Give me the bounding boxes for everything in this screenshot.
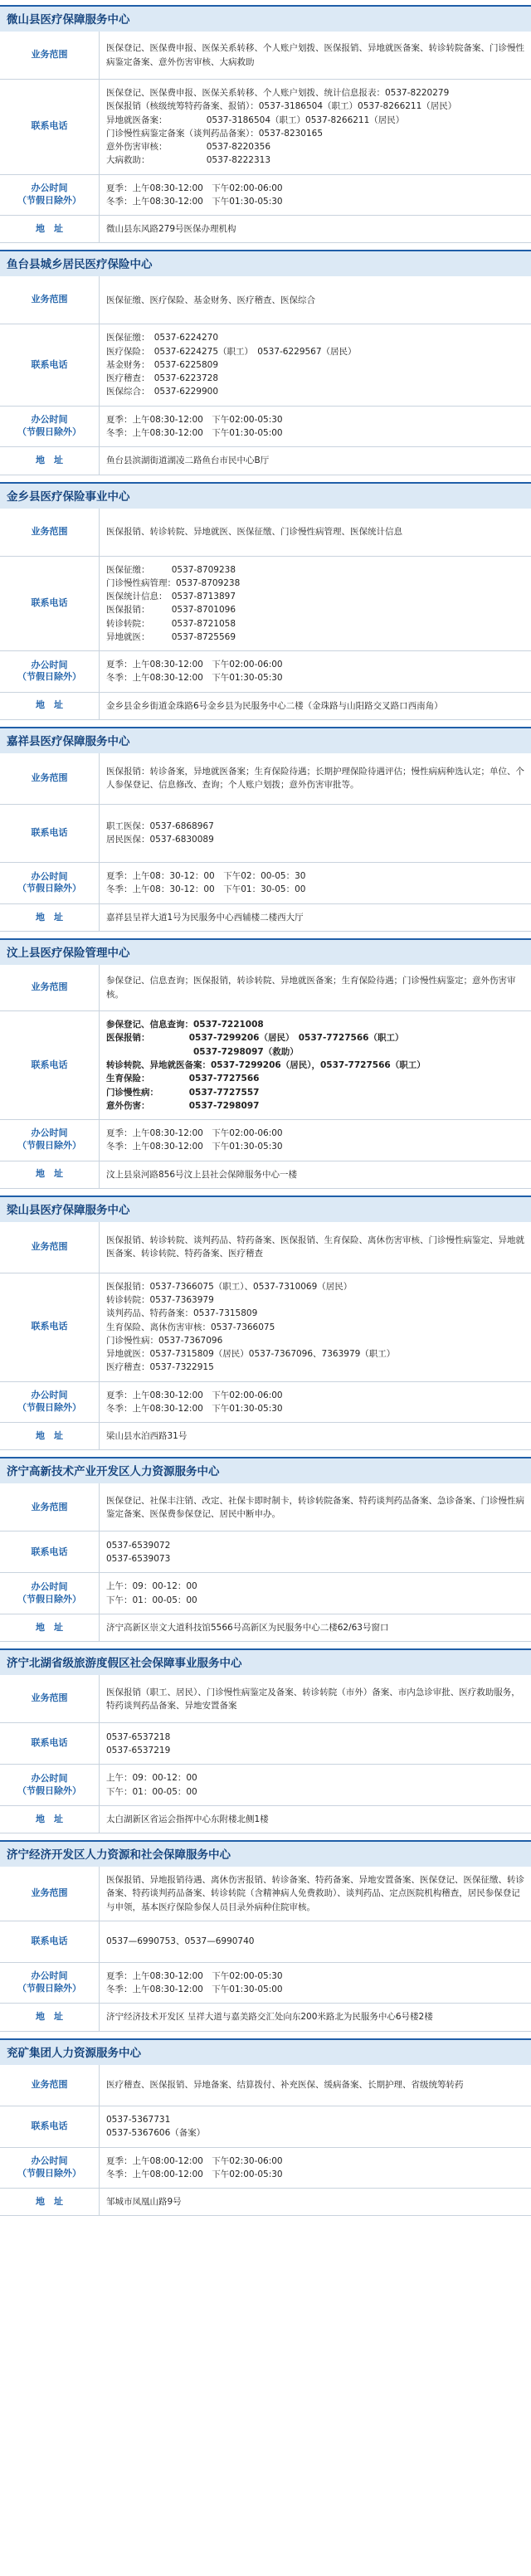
office-section <box>0 2038 531 2217</box>
hours-line: 夏季：上午08:30-12:00 下午02:00-05:30 <box>106 1970 283 1981</box>
office-section <box>0 727 531 932</box>
hours-line: 冬季：上午08:30-12:00 下午01:30-05:30 <box>106 1403 283 1414</box>
hours-line: 夏季：上午08:00-12:00 下午02:30-06:00 <box>106 2155 283 2166</box>
address-line: 邹城市凤凰山路9号 <box>106 2197 182 2208</box>
address-row <box>0 2004 531 2031</box>
hours-label <box>0 1120 100 1161</box>
scope-row <box>0 1867 531 1921</box>
phone-line: 医保登记、医保费申报、医保关系转移、个人账户划拨、统计信息报表：0537-8220279 <box>106 88 450 98</box>
scope-row <box>0 753 531 805</box>
scope-label <box>0 2065 100 2106</box>
hours-label-text: （节假日除外） <box>17 1140 81 1152</box>
office-section <box>0 1457 531 1642</box>
scope-row <box>0 1483 531 1531</box>
hours-line: 下午：01：00-05：00 <box>106 1786 197 1797</box>
scope-label-text: 业务范围 <box>31 525 68 537</box>
hours-line: 下午：01：00-05：00 <box>106 1595 197 1605</box>
phone-line: 异地就医：0537-7315809（居民）0537-7367096、7363979（职工） <box>106 1349 396 1360</box>
scope-line: 医保报销、转诊转院、异地就医、医保征缴、门诊慢性病管理、医保统计信息 <box>106 526 402 537</box>
phone-line: 门诊慢性病： 0537-7727557 <box>106 1087 260 1098</box>
section-title: 济宁经济开发区人力资源和社会保障服务中心 <box>0 1840 531 1867</box>
address-line: 微山县东风路279号医保办理机构 <box>106 224 236 235</box>
hours-label-text: （节假日除外） <box>17 671 81 683</box>
phone-line: 门诊慢性病鉴定备案（谈判药品备案）：0537-8230165 <box>106 128 324 139</box>
address-label <box>0 2004 100 2030</box>
address-value <box>100 216 531 242</box>
hours-line: 上午：09：00-12：00 <box>106 1581 197 1592</box>
scope-value <box>100 509 531 556</box>
address-label <box>0 1806 100 1833</box>
scope-row <box>0 32 531 80</box>
office-section <box>0 1648 531 1833</box>
scope-line: 医保报销：转诊备案，异地就医备案；生育保险待遇；长期护理保险待遇评估；慢性病病种选认定；单位、个人参保登记、信息修改、查询；个人账户划拨；意外伤害审批等。 <box>106 767 524 791</box>
scope-row <box>0 1222 531 1273</box>
phone-label-text: 联系电话 <box>31 597 68 608</box>
scope-label <box>0 1675 100 1722</box>
address-value <box>100 1423 531 1449</box>
phone-label-text: 联系电话 <box>31 120 68 132</box>
hours-label-text: 办公时间 <box>31 1127 68 1139</box>
hours-line: 冬季：上午08:30-12:00 下午01:30-05:30 <box>106 673 283 684</box>
phone-value <box>100 1723 531 1764</box>
phone-line: 大病救助： 0537-8222313 <box>106 155 271 166</box>
address-line: 嘉祥县呈祥大道1号为民服务中心西辅楼二楼西大厅 <box>106 912 304 923</box>
address-line: 金乡县金乡街道金珠路6号金乡县为民服务中心二楼（金珠路与山阳路交叉路口西南角） <box>106 700 443 711</box>
address-line: 太白湖新区省运会指挥中心东附楼北侧1楼 <box>106 1814 269 1824</box>
hours-value <box>100 651 531 692</box>
phone-line: 0537-5367606（备案） <box>106 2128 206 2139</box>
address-row <box>0 1161 531 1189</box>
hours-label-text: 办公时间 <box>31 1390 68 1401</box>
address-value <box>100 2004 531 2030</box>
hours-label <box>0 1765 100 1805</box>
address-label-text: 地 址 <box>36 2195 63 2207</box>
address-line: 梁山县水泊西路31号 <box>106 1431 188 1442</box>
address-row <box>0 1423 531 1450</box>
phone-line: 医疗保险： 0537-6224275（职工） 0537-6229567（居民） <box>106 346 357 357</box>
phone-row <box>0 805 531 863</box>
address-row <box>0 904 531 932</box>
section-title: 济宁高新技术产业开发区人力资源服务中心 <box>0 1457 531 1483</box>
hours-line: 冬季：上午08:00-12:00 下午02:00-05:30 <box>106 2169 283 2179</box>
section-title: 济宁北湖省级旅游度假区社会保障事业服务中心 <box>0 1648 531 1675</box>
phone-label <box>0 1531 100 1572</box>
scope-value <box>100 32 531 79</box>
hours-label <box>0 863 100 903</box>
scope-line: 医保征缴、医疗保险、基金财务、医疗稽查、医保综合 <box>106 295 315 305</box>
hours-line: 冬季：上午08：30-12：00 下午01：30-05：00 <box>106 884 306 895</box>
scope-row <box>0 509 531 557</box>
phone-row <box>0 2106 531 2148</box>
scope-label <box>0 32 100 79</box>
phone-line: 生育保险、离休伤害审核：0537-7366075 <box>106 1322 275 1332</box>
phone-row <box>0 1921 531 1963</box>
address-label <box>0 1161 100 1188</box>
hours-label-text: 办公时间 <box>31 1772 68 1784</box>
hours-row <box>0 2148 531 2189</box>
phone-line: 基金财务： 0537-6225809 <box>106 359 219 370</box>
section-title: 微山县医疗保障服务中心 <box>0 5 531 32</box>
hours-value <box>100 1382 531 1423</box>
address-row <box>0 1806 531 1833</box>
scope-row <box>0 965 531 1011</box>
address-value <box>100 1806 531 1833</box>
phone-value <box>100 557 531 651</box>
phone-label-text: 联系电话 <box>31 1059 68 1070</box>
hours-label-text: 办公时间 <box>31 659 68 670</box>
hours-value <box>100 407 531 447</box>
scope-value <box>100 965 531 1010</box>
phone-line: 居民医保：0537-6830089 <box>106 835 214 845</box>
hours-line: 夏季：上午08:30-12:00 下午02:00-06:00 <box>106 183 283 193</box>
address-label <box>0 1423 100 1449</box>
phone-value <box>100 1921 531 1962</box>
address-row <box>0 2189 531 2216</box>
address-row <box>0 693 531 720</box>
address-value <box>100 1161 531 1188</box>
hours-row <box>0 1573 531 1614</box>
hours-label-text: （节假日除外） <box>17 1401 81 1413</box>
scope-label-text: 业务范围 <box>31 1501 68 1512</box>
hours-label <box>0 651 100 692</box>
hours-line: 冬季：上午08:30-12:00 下午01:30-05:30 <box>106 196 283 207</box>
phone-line: 意外伤害： 0537-7298097 <box>106 1100 260 1111</box>
hours-label-text: （节假日除外） <box>17 1593 81 1605</box>
hours-label <box>0 1573 100 1614</box>
scope-row <box>0 1675 531 1723</box>
phone-label <box>0 805 100 862</box>
address-value <box>100 1614 531 1641</box>
phone-label-text: 联系电话 <box>31 358 68 370</box>
phone-row <box>0 557 531 652</box>
phone-line: 0537-6539072 <box>106 1540 171 1551</box>
address-label <box>0 1614 100 1641</box>
hours-line: 冬季：上午08:30-12:00 下午01:30-05:30 <box>106 1142 283 1152</box>
section-title: 汶上县医疗保险管理中心 <box>0 938 531 965</box>
phone-label-text: 联系电话 <box>31 1737 68 1749</box>
hours-line: 冬季：上午08:30-12:00 下午01:30-05:00 <box>106 427 283 438</box>
address-line: 济宁经济技术开发区 呈祥大道与嘉美路交汇处向东200米路北为民服务中心6号楼2楼 <box>106 2012 433 2023</box>
phone-line: 参保登记、信息查询：0537-7221008 <box>106 1020 264 1030</box>
phone-line: 医保报销： 0537-7299206（居民） 0537-7727566（职工） <box>106 1033 404 1044</box>
hours-label <box>0 407 100 447</box>
scope-row <box>0 2065 531 2106</box>
phone-row <box>0 1723 531 1765</box>
phone-line: 转诊转院： 0537-8721058 <box>106 618 236 629</box>
address-label-text: 地 址 <box>36 911 63 923</box>
address-value <box>100 693 531 719</box>
phone-value <box>100 1011 531 1119</box>
hours-label <box>0 1382 100 1423</box>
phone-value <box>100 1273 531 1381</box>
address-label-text: 地 址 <box>36 1621 63 1633</box>
address-row <box>0 216 531 243</box>
phone-line: 转诊转院：0537-7363979 <box>106 1295 214 1306</box>
address-label-text: 地 址 <box>36 1168 63 1180</box>
office-section <box>0 250 531 475</box>
phone-label <box>0 324 100 405</box>
scope-line: 医疗稽查、医保报销、异地备案、结算拨付、补充医保、缓病备案、长期护理、省级统筹转药 <box>106 2080 464 2091</box>
hours-row <box>0 863 531 904</box>
hours-label-text: （节假日除外） <box>17 426 81 437</box>
scope-label-text: 业务范围 <box>31 1692 68 1704</box>
phone-row <box>0 1011 531 1120</box>
scope-line: 医保登记、社保丰注销、改定、社保卡即时制卡，转诊转院备案、特药谈判药品备案、急诊备案、门诊慢性病鉴定备案、医保费参保登记、居民中断申办。 <box>106 1495 524 1519</box>
phone-line: 转诊转院、异地就医备案：0537-7299206（居民），0537-7727566（职工） <box>106 1059 426 1070</box>
scope-label-text: 业务范围 <box>31 1240 68 1252</box>
phone-label-text: 联系电话 <box>31 1935 68 1946</box>
hours-line: 上午：09：00-12：00 <box>106 1773 197 1784</box>
phone-label <box>0 1273 100 1381</box>
hours-label-text: 办公时间 <box>31 2155 68 2167</box>
hours-row <box>0 407 531 448</box>
office-section <box>0 5 531 243</box>
hours-row <box>0 1120 531 1161</box>
hours-row <box>0 651 531 693</box>
address-line: 济宁高新区崇文大道科技馆5566号高新区为民服务中心二楼62/63号窗口 <box>106 1623 389 1634</box>
phone-row <box>0 80 531 175</box>
address-label-text: 地 址 <box>36 454 63 465</box>
phone-row <box>0 1531 531 1573</box>
phone-line: 意外伤害审核： 0537-8220356 <box>106 142 271 153</box>
phone-row <box>0 324 531 406</box>
hours-label-text: （节假日除外） <box>17 1983 81 1994</box>
hours-value <box>100 1573 531 1614</box>
hours-label-text: 办公时间 <box>31 183 68 194</box>
hours-value <box>100 1120 531 1161</box>
scope-line: 医保报销（职工、居民）、门诊慢性病鉴定及备案、转诊转院（市外）备案、市内急诊审批、医疗救助服务，特药谈判药品备案、异地安置备案 <box>106 1687 520 1711</box>
scope-label <box>0 965 100 1010</box>
scope-label-text: 业务范围 <box>31 294 68 305</box>
hours-value <box>100 863 531 903</box>
phone-line: 职工医保：0537-6868967 <box>106 821 214 832</box>
phone-value <box>100 80 531 174</box>
hours-label-text: 办公时间 <box>31 414 68 426</box>
phone-value <box>100 324 531 405</box>
hours-label-text: （节假日除外） <box>17 883 81 894</box>
phone-label <box>0 1723 100 1764</box>
phone-line: 0537-6537218 <box>106 1731 171 1742</box>
phone-line: 医疗稽查：0537-7322915 <box>106 1362 214 1373</box>
scope-label <box>0 753 100 804</box>
address-line: 鱼台县滨湖街道湖凌二路鱼台市民中心B厅 <box>106 455 270 466</box>
scope-line: 参保登记、信息查询；医保报销，转诊转院、异地就医备案；生育保险待遇；门诊慢性病鉴定；意外伤害审核。 <box>106 976 516 1000</box>
phone-label-text: 联系电话 <box>31 826 68 838</box>
phone-line: 0537-5367731 <box>106 2114 171 2125</box>
address-value <box>100 2189 531 2215</box>
address-label <box>0 2189 100 2215</box>
address-line: 汶上县泉河路856号汶上县社会保障服务中心一楼 <box>106 1169 298 1180</box>
phone-label <box>0 1921 100 1962</box>
phone-line: 异地就医： 0537-8725569 <box>106 631 236 642</box>
hours-label-text: 办公时间 <box>31 1970 68 1982</box>
scope-label <box>0 509 100 556</box>
hours-value <box>100 175 531 216</box>
scope-label <box>0 1867 100 1921</box>
hours-value <box>100 1963 531 2004</box>
hours-line: 夏季：上午08:30-12:00 下午02:00-06:00 <box>106 660 283 670</box>
phone-label <box>0 2106 100 2147</box>
address-label-text: 地 址 <box>36 1429 63 1441</box>
section-title: 梁山县医疗保障服务中心 <box>0 1195 531 1222</box>
scope-value <box>100 1222 531 1273</box>
phone-line: 门诊慢性病：0537-7367096 <box>106 1335 223 1346</box>
scope-value <box>100 1483 531 1531</box>
scope-value <box>100 2065 531 2106</box>
scope-label-text: 业务范围 <box>31 1887 68 1899</box>
hours-row <box>0 175 531 217</box>
hours-label-text: （节假日除外） <box>17 2167 81 2179</box>
address-label <box>0 216 100 242</box>
address-label <box>0 447 100 474</box>
hours-row <box>0 1382 531 1424</box>
scope-label-text: 业务范围 <box>31 2078 68 2090</box>
scope-value <box>100 276 531 324</box>
phone-line: 门诊慢性病管理：0537-8709238 <box>106 577 241 588</box>
hours-row <box>0 1765 531 1806</box>
phone-label <box>0 80 100 174</box>
phone-line: 医保综合： 0537-6229900 <box>106 387 219 397</box>
scope-value <box>100 1675 531 1722</box>
scope-value <box>100 1867 531 1921</box>
hours-label-text: 办公时间 <box>31 1580 68 1592</box>
office-section <box>0 938 531 1189</box>
phone-line: 异地就医备案： 0537-3186504（职工）0537-8266211（居民） <box>106 114 405 125</box>
hours-line: 夏季：上午08：30-12：00 下午02：00-05：30 <box>106 871 306 882</box>
address-value <box>100 447 531 474</box>
hours-label-text: （节假日除外） <box>17 194 81 206</box>
scope-value <box>100 753 531 804</box>
phone-label-text: 联系电话 <box>31 2120 68 2131</box>
scope-label-text: 业务范围 <box>31 49 68 61</box>
phone-line: 医保征缴： 0537-8709238 <box>106 564 236 575</box>
phone-value <box>100 2106 531 2147</box>
scope-line: 医保报销、异地报销待遇、离休伤害报销、转诊备案、特药备案、异地安置备案、医保登记、医保征缴、转诊备案、特药谈判药品备案、转诊转院（含精神病人免费救助）、谈判药品、定点医院机构稽查，居民参保登记与申领，基本医疗保险参保人员目录外病种住院审核。 <box>106 1875 524 1912</box>
phone-value <box>100 805 531 862</box>
phone-line: 医疗稽查： 0537-6223728 <box>106 373 219 384</box>
phone-line: 谈判药品、特药备案：0537-7315809 <box>106 1308 258 1319</box>
office-section <box>0 482 531 720</box>
phone-line: 0537-7298097（救助） <box>106 1046 299 1057</box>
scope-row <box>0 276 531 324</box>
address-row <box>0 1614 531 1642</box>
hours-label <box>0 2148 100 2189</box>
hours-label <box>0 1963 100 2004</box>
section-title: 鱼台县城乡居民医疗保险中心 <box>0 250 531 276</box>
scope-label-text: 业务范围 <box>31 981 68 993</box>
phone-label <box>0 557 100 651</box>
phone-label-text: 联系电话 <box>31 1321 68 1332</box>
address-label-text: 地 址 <box>36 699 63 711</box>
phone-line: 医保统计信息： 0537-8713897 <box>106 592 236 602</box>
phone-line: 0537-6537219 <box>106 1745 171 1755</box>
office-section <box>0 1195 531 1451</box>
section-title: 兖矿集团人力资源服务中心 <box>0 2038 531 2065</box>
hours-value <box>100 1765 531 1805</box>
office-section <box>0 1840 531 2032</box>
phone-value <box>100 1531 531 1572</box>
scope-line: 医保登记、医保费申报、医保关系转移、个人账户划拨、医保报销、异地就医备案、转诊转院备案、门诊慢性病鉴定备案、意外伤害审核、大病救助 <box>106 43 524 67</box>
hours-row <box>0 1963 531 2004</box>
section-title: 金乡县医疗保险事业中心 <box>0 482 531 509</box>
hours-line: 冬季：上午08:30-12:00 下午01:30-05:00 <box>106 1984 283 1995</box>
address-row <box>0 447 531 475</box>
phone-label-text: 联系电话 <box>31 1546 68 1557</box>
address-value <box>100 904 531 931</box>
phone-line: 0537—6990753、0537—6990740 <box>106 1936 255 1947</box>
address-label-text: 地 址 <box>36 222 63 234</box>
address-label-text: 地 址 <box>36 1813 63 1824</box>
address-label <box>0 693 100 719</box>
section-title: 嘉祥县医疗保障服务中心 <box>0 727 531 753</box>
scope-label <box>0 1483 100 1531</box>
address-label <box>0 904 100 931</box>
address-label-text: 地 址 <box>36 2011 63 2023</box>
scope-label-text: 业务范围 <box>31 772 68 783</box>
hours-line: 夏季：上午08:30-12:00 下午02:00-06:00 <box>106 1128 283 1139</box>
hours-label-text: 办公时间 <box>31 870 68 882</box>
hours-label <box>0 175 100 216</box>
phone-line: 医保报销（核级统筹特药备案、报销）：0537-3186504（职工）0537-8266211（居民） <box>106 101 457 112</box>
scope-label <box>0 1222 100 1273</box>
hours-line: 夏季：上午08:30-12:00 下午02:00-06:00 <box>106 1390 283 1400</box>
hours-label-text: （节假日除外） <box>17 1785 81 1796</box>
phone-line: 医保报销：0537-7366075（职工）、0537-7310069（居民） <box>106 1281 353 1292</box>
phone-line: 医保报销： 0537-8701096 <box>106 605 236 616</box>
hours-value <box>100 2148 531 2189</box>
phone-label <box>0 1011 100 1119</box>
scope-line: 医保报销、转诊转院、谈判药品、特药备案、医保报销、生育保险、离休伤害审核、门诊慢性病鉴定、异地就医备案、转诊转院、特药备案、医疗稽查 <box>106 1235 524 1259</box>
phone-line: 0537-6539073 <box>106 1553 171 1564</box>
phone-line: 生育保险： 0537-7727566 <box>106 1074 260 1084</box>
hours-line: 夏季：上午08:30-12:00 下午02:00-05:30 <box>106 414 283 425</box>
phone-line: 医保征缴： 0537-6224270 <box>106 333 219 343</box>
phone-row <box>0 1273 531 1382</box>
scope-label <box>0 276 100 324</box>
